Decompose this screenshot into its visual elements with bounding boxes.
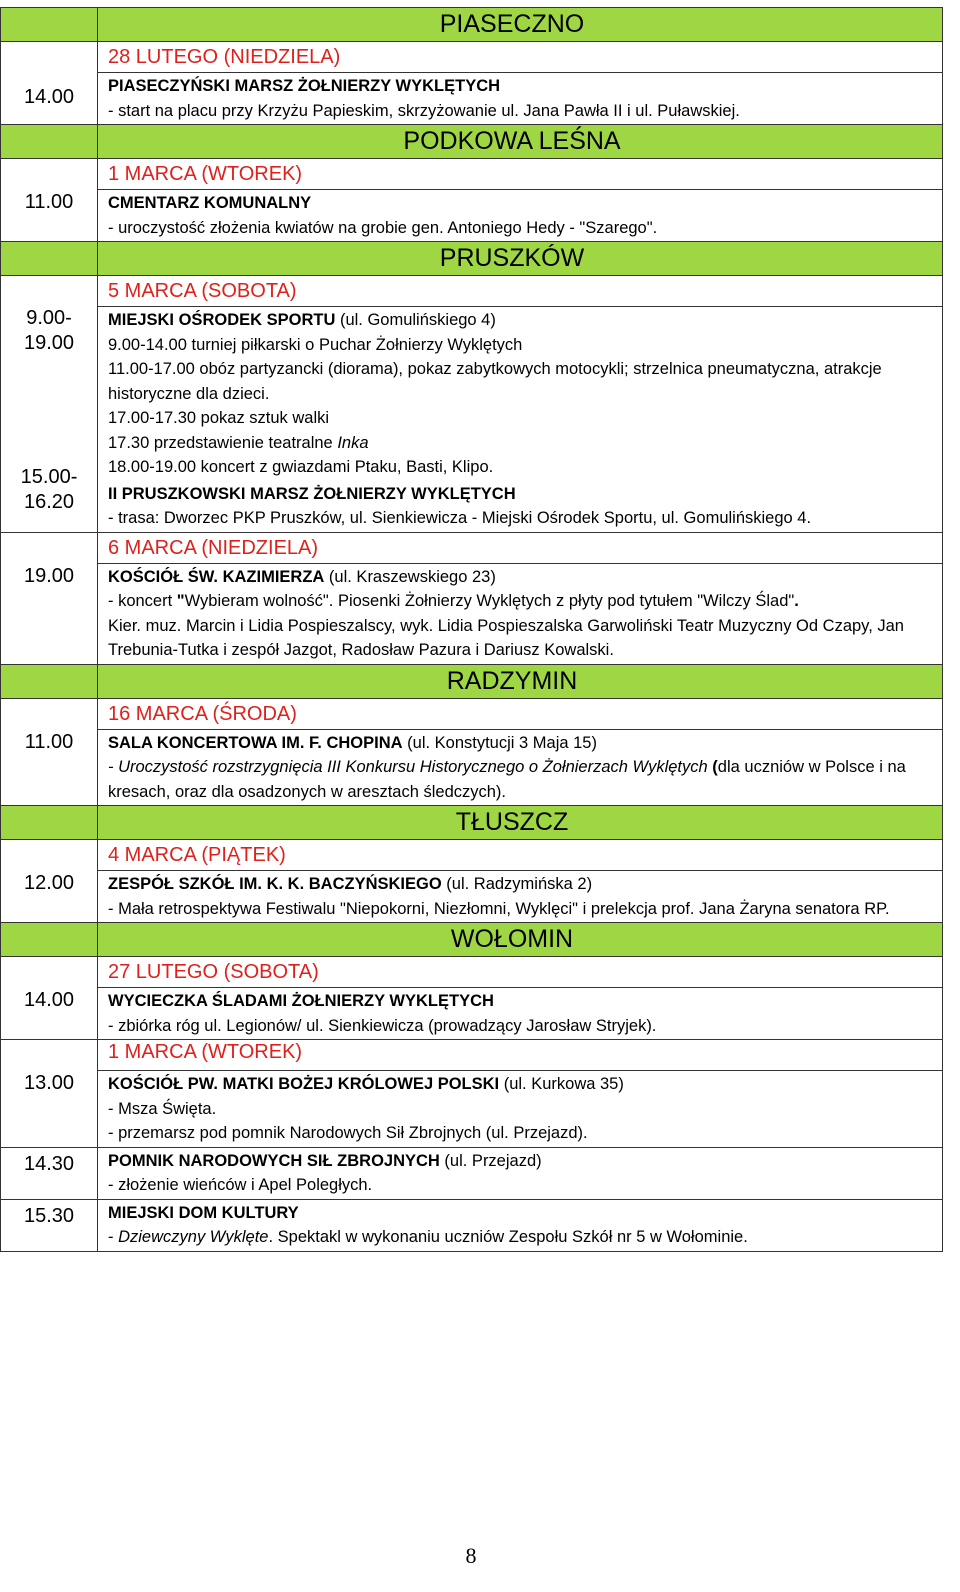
event-title: ZESPÓŁ SZKÓŁ IM. K. K. BACZYŃSKIEGO — [108, 875, 442, 893]
city-row-radzymin — [1, 664, 943, 698]
city-row-podkowa — [1, 125, 943, 159]
event-detail: - koncert — [108, 592, 177, 610]
city-name: PRUSZKÓW — [439, 244, 585, 272]
event-title: SALA KONCERTOWA IM. F. CHOPINA — [108, 733, 403, 752]
event-row — [1, 190, 943, 242]
event-address: (ul. Konstytucji 3 Maja 15) — [402, 733, 597, 752]
city-name: WOŁOMIN — [450, 925, 574, 953]
event-detail: - przemarsz pod pomnik Narodowych Sił Zbrojnych (ul. Przejazd). — [108, 1124, 588, 1142]
city-blank-cell — [1, 8, 98, 42]
event-title: II PRUSZKOWSKI MARSZ ŻOŁNIERZY WYKLĘTYCH — [108, 484, 516, 503]
page-number: 8 — [465, 1543, 477, 1568]
event-title: CMENTARZ KOMUNALNY — [108, 194, 312, 212]
event-time: 13.00 — [23, 1072, 75, 1094]
event-date: 28 LUTEGO (NIEDZIELA) — [98, 42, 943, 73]
event-row — [1, 563, 943, 664]
event-time: 15.30 — [23, 1204, 75, 1227]
event-detail-title: Dziewczyny Wyklęte — [118, 1228, 269, 1246]
date-row — [1, 42, 943, 73]
city-blank-cell — [1, 806, 98, 840]
events-table — [0, 7, 943, 1252]
event-address: (ul. Gomulińskiego 4) — [335, 311, 496, 329]
event-detail: - trasa: Dworzec PKP Pruszków, ul. Sienkiewicza - Miejski Ośrodek Sportu, ul. Gomulińskiego 4. — [108, 509, 812, 527]
city-name: PODKOWA LEŚNA — [403, 127, 621, 155]
event-time: 19.00 — [23, 564, 75, 587]
city-blank-cell — [1, 242, 98, 276]
event-description — [98, 73, 943, 125]
event-detail-title: - Uroczystość rozstrzygnięcia III Konkursu Historycznego o Żołnierzach Wyklętych — [108, 758, 708, 776]
event-detail-period: . — [794, 592, 799, 610]
event-description — [98, 1147, 943, 1199]
event-detail: Kier. muz. Marcin i Lidia Pospieszalscy, wyk. Lidia Pospieszalska Garwoliński Teatr Muzyczny Od Czapy, Jan Trebunia-Tutka i zespół Jazgot, Radosław Pazura i Dariusz Kowalski. — [108, 616, 904, 659]
event-description — [98, 988, 943, 1040]
city-name: TŁUSZCZ — [455, 808, 569, 836]
event-row — [1, 1071, 943, 1148]
event-detail: 18.00-19.00 koncert z gwiazdami Ptaku, Basti, Klipo. — [108, 458, 494, 476]
event-description — [98, 729, 943, 806]
date-row — [1, 532, 943, 563]
time-cell — [1, 276, 98, 533]
event-detail-title: Inka — [337, 433, 369, 452]
city-cell — [98, 923, 943, 957]
event-detail: 11.00-17.00 obóz partyzancki (diorama), pokaz zabytkowych motocykli; strzelnica pneumatyczna, atrakcje historyczne dla dzieci. — [108, 360, 882, 403]
city-name: RADZYMIN — [446, 666, 578, 695]
event-time: 11.00 — [24, 191, 74, 213]
date-row — [1, 159, 943, 190]
event-row — [1, 481, 943, 533]
event-time: 9.00- 19.00 — [23, 307, 75, 354]
city-row-piaseczno — [1, 8, 943, 42]
event-date: 1 MARCA (WTOREK) — [98, 1040, 943, 1071]
city-cell — [98, 806, 943, 840]
date-row — [1, 840, 943, 871]
event-title: KOŚCIÓŁ PW. MATKI BOŻEJ KRÓLOWEJ POLSKI — [108, 1075, 500, 1093]
city-cell — [98, 242, 943, 276]
event-description — [98, 190, 943, 242]
event-detail: - start na placu przy Krzyżu Papieskim, skrzyżowanie ul. Jana Pawła II i ul. Puławskiej. — [108, 101, 740, 120]
event-detail: 9.00-14.00 turniej piłkarski o Puchar Żołnierzy Wyklętych — [108, 335, 523, 354]
city-blank-cell — [1, 125, 98, 159]
date-row — [1, 698, 943, 729]
event-detail-paren: ( — [707, 758, 718, 776]
event-address: (ul. Kraszewskiego 23) — [324, 567, 496, 586]
event-detail: . Spektakl w wykonaniu uczniów Zespołu Szkół nr 5 w Wołominie. — [268, 1228, 748, 1246]
city-blank-cell — [1, 923, 98, 957]
event-address: (ul. Przejazd) — [439, 1151, 542, 1170]
event-detail: - złożenie wieńców i Apel Poległych. — [108, 1176, 373, 1194]
event-time: 14.30 — [23, 1152, 75, 1175]
city-row-tluszcz — [1, 806, 943, 840]
event-title: WYCIECZKA ŚLADAMI ŻOŁNIERZY WYKLĘTYCH — [108, 992, 494, 1010]
time-cell — [1, 840, 98, 923]
event-row — [1, 1199, 943, 1251]
city-row-wolomin — [1, 923, 943, 957]
event-date: 5 MARCA (SOBOTA) — [98, 276, 943, 307]
event-detail: - zbiórka róg ul. Legionów/ ul. Sienkiewicza (prowadzący Jarosław Stryjek). — [108, 1016, 657, 1035]
event-address: (ul. Kurkowa 35) — [499, 1075, 624, 1093]
event-row — [1, 871, 943, 923]
event-time: 11.00 — [24, 730, 74, 753]
event-detail: - uroczystość złożenia kwiatów na grobie gen. Antoniego Hedy - "Szarego". — [108, 218, 658, 237]
event-time: 12.00 — [23, 872, 75, 894]
city-blank-cell — [1, 664, 98, 698]
event-detail: - Msza Święta. — [108, 1099, 217, 1118]
date-row — [1, 276, 943, 307]
event-title: POMNIK NARODOWYCH SIŁ ZBROJNYCH — [108, 1151, 440, 1170]
event-title: MIEJSKI OŚRODEK SPORTU — [108, 311, 336, 329]
event-title: MIEJSKI DOM KULTURY — [108, 1203, 299, 1222]
time-cell — [1, 698, 98, 806]
time-cell — [1, 1040, 98, 1148]
event-description — [98, 307, 943, 481]
event-title: PIASECZYŃSKI MARSZ ŻOŁNIERZY WYKLĘTYCH — [108, 77, 501, 95]
event-detail: - Mała retrospektywa Festiwalu "Niepokorni, Niezłomni, Wyklęci" i prelekcja prof. Jana Żaryna senatora RP. — [108, 899, 890, 918]
event-date: 1 MARCA (WTOREK) — [98, 159, 943, 190]
event-detail: Wybieram wolność". Piosenki Żołnierzy Wyklętych z płyty pod tytułem "Wilczy Ślad" — [184, 592, 795, 610]
event-description — [98, 481, 943, 533]
time-cell — [1, 1147, 98, 1199]
event-detail: 17.00-17.30 pokaz sztuk walki — [108, 409, 330, 427]
event-date: 6 MARCA (NIEDZIELA) — [98, 532, 943, 563]
event-time: 15.00- 16.20 — [20, 466, 78, 513]
time-cell — [1, 42, 98, 125]
event-date: 27 LUTEGO (SOBOTA) — [98, 957, 943, 988]
city-cell — [98, 8, 943, 42]
event-row — [1, 307, 943, 481]
event-description — [98, 871, 943, 923]
event-title: KOŚCIÓŁ ŚW. KAZIMIERZA — [108, 567, 325, 586]
event-row — [1, 73, 943, 125]
city-cell — [98, 664, 943, 698]
event-row — [1, 729, 943, 806]
time-cell — [1, 532, 98, 664]
event-row — [1, 1147, 943, 1199]
event-date: 16 MARCA (ŚRODA) — [98, 698, 943, 729]
event-detail: - — [108, 1228, 119, 1246]
event-row — [1, 988, 943, 1040]
city-cell — [98, 125, 943, 159]
city-name: PIASECZNO — [439, 10, 585, 38]
event-description — [98, 1071, 943, 1148]
date-row — [1, 957, 943, 988]
event-description — [98, 1199, 943, 1251]
time-cell — [1, 159, 98, 242]
event-detail: 17.30 przedstawienie teatralne — [108, 433, 338, 452]
time-cell — [1, 1199, 98, 1251]
time-cell — [1, 957, 98, 1040]
events-schedule — [0, 7, 942, 1252]
event-time: 14.00 — [23, 85, 75, 108]
event-time: 14.00 — [23, 989, 75, 1011]
city-row-pruszkow — [1, 242, 943, 276]
date-row — [1, 1040, 943, 1071]
event-detail: dla uczniów w Polsce i na kresach, oraz dla osadzonych w aresztach śledczych). — [108, 758, 906, 801]
event-detail-quote: " — [176, 592, 185, 610]
event-address: (ul. Radzymińska 2) — [441, 875, 593, 893]
event-date: 4 MARCA (PIĄTEK) — [98, 840, 943, 871]
event-description — [98, 563, 943, 664]
